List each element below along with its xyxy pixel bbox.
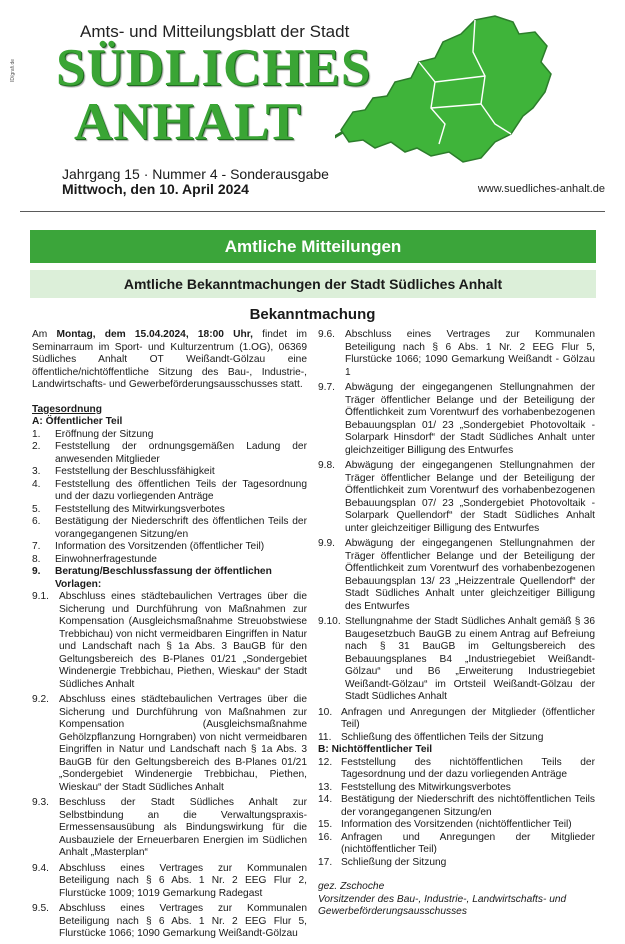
- part-a-list: [32, 429, 307, 567]
- left-column: [32, 329, 307, 944]
- agenda-item: [318, 538, 595, 613]
- signature-name: gez. Zschoche: [318, 881, 385, 892]
- part-b-title: B: Nichtöffentlicher Teil: [318, 744, 433, 755]
- agenda-item: [318, 616, 595, 704]
- agenda-number: 9.1.: [32, 591, 49, 602]
- agenda-item: [318, 782, 595, 795]
- agenda-text: Abschluss eines Vertrages zur Kommunalen Beteiligung nach § 6 Abs. 1 Nr. 2 EEG Flur 5, Flurstücke 1066; 1090 Gemarkung Weißandt - Gölzau 1: [345, 329, 595, 378]
- agenda-number: 3.: [32, 466, 41, 477]
- agenda-text: Schließung der Sitzung: [341, 856, 447, 868]
- intro-rest: findet im Seminarraum im Sport- und Kulturzentrum (1.OG), 06369 Südliches Anhalt OT Weißandt-Gölzau eine öffentliche/nichtöffentliche Sitzung des Bau-, Industrie-, Landwirtschafts- und Gewerbeförderungsausschusses statt.: [32, 329, 307, 390]
- right-column: [318, 329, 595, 919]
- intro-am: Am: [32, 329, 57, 340]
- website-link[interactable]: www.suedliches-anhalt.de: [477, 183, 605, 195]
- agenda-item-9: [32, 566, 307, 591]
- agenda-number: 8.: [32, 553, 41, 565]
- agenda-item: [318, 832, 595, 857]
- agenda-number: 11.: [318, 731, 332, 743]
- agenda-text: Feststellung des Mitwirkungsverbotes: [341, 781, 511, 793]
- agenda-item: [318, 460, 595, 535]
- agenda-number: 17.: [318, 856, 333, 868]
- agenda-item: [32, 466, 307, 479]
- masthead-subtitle: Amts- und Mitteilungsblatt der Stadt: [80, 22, 350, 41]
- section-banner: Amtliche Mitteilungen: [30, 230, 596, 263]
- meeting-date: Montag, dem 15.04.2024, 18:00 Uhr,: [56, 329, 253, 340]
- agenda-item: [32, 797, 307, 860]
- agenda-text: Abwägung der eingegangenen Stellungnahmen der Träger öffentlicher Belange und der Beteiligung der Öffentlichkeit zum Vorentwurf des vorhabenbezogenen Bebauungsplan 07/ 23 „Sondergebiet Photovoltaik - Solarpark Quellendorf“ der Stadt Südliches Anhalt unter gleichzeitiger Billigung des Entwurfes: [345, 460, 595, 534]
- agenda-text: Feststellung der Beschlussfähigkeit: [55, 466, 215, 477]
- agenda-text: Bestätigung der Niederschrift des öffentlichen Teils der vorangegangenen Sitzung/en: [55, 516, 307, 540]
- region-map-icon: [335, 12, 557, 164]
- agenda-text: Anfragen und Anregungen der Mitglieder (nichtöffentlicher Teil): [341, 831, 595, 855]
- agenda-number: 4.: [32, 478, 41, 490]
- agenda-item: [318, 382, 595, 457]
- agenda-title: Tagesordnung: [32, 403, 102, 415]
- agenda-text: Feststellung des öffentlichen Teils der Tagesordnung und der dazu vorliegenden Anträge: [55, 478, 307, 502]
- issue-line: Jahrgang 15 · Nummer 4 - Sonderausgabe: [62, 166, 329, 182]
- agenda-item: [318, 732, 595, 745]
- masthead-title-line2: ANHALT: [74, 93, 302, 151]
- agenda-number: 15.: [318, 819, 333, 830]
- agenda-item: [32, 541, 307, 554]
- agenda-number: 9.8.: [318, 460, 335, 471]
- agenda-item: [318, 857, 595, 870]
- agenda-text: Bestätigung der Niederschrift des nichtöffentlichen Teils der vorangegangenen Sitzung/en: [341, 794, 595, 818]
- agenda-item: [32, 554, 307, 567]
- agenda-text: Information des Vorsitzenden (öffentlicher Teil): [55, 541, 265, 552]
- agenda-item: [32, 479, 307, 504]
- agenda-text: Abschluss eines städtebaulichen Vertrages über die Sicherung und Durchführung von Maßnahmen zur Kompensation (Ausgleichsmaßnahme Streuobstwiese Trebbichau) von nicht vermeidbaren Eingriffen in Natur und Landschaft nach § 1a Abs. 3 BauGB für den Geltungsbereich des B-Planes 01/21 „Sondergebiet Windenergie Trebbichau, Piethen, Wieskau“ der Stadt Südliches Anhalt: [59, 591, 307, 690]
- issue-date: Mittwoch, den 10. April 2024: [62, 181, 249, 197]
- agenda-item: [32, 591, 307, 691]
- agenda-text: Feststellung des Mitwirkungsverbotes: [55, 503, 225, 515]
- agenda-text: Beschluss der Stadt Südliches Anhalt zur Selbstbindung an die Verwaltungspraxis- Ermessensausübung als Bindungswirkung für die Ausbauziele der Erneuerbaren Energien im Südlichen Anhalt „Masterplan“: [59, 797, 307, 858]
- agenda-text: Einwohnerfragestunde: [55, 553, 157, 565]
- agenda-text: Eröffnung der Sitzung: [55, 428, 154, 440]
- notice-heading: Bekanntmachung: [249, 306, 376, 323]
- side-code: ID/grafi.de: [10, 58, 16, 82]
- agenda-item: [32, 504, 307, 517]
- agenda-item: [32, 863, 307, 901]
- part-b-list: [318, 757, 595, 870]
- agenda-number: 9.10.: [318, 616, 341, 627]
- agenda-number: 5.: [32, 503, 41, 515]
- agenda-number: 13.: [318, 781, 333, 793]
- agenda-number: 9.9.: [318, 538, 335, 549]
- agenda-item: [32, 429, 307, 442]
- agenda-item: [318, 329, 595, 379]
- agenda-item: [32, 694, 307, 794]
- agenda-item: [318, 819, 595, 832]
- agenda-item: [318, 707, 595, 732]
- agenda-text: Schließung des öffentlichen Teils der Sitzung: [341, 731, 544, 743]
- signature: [318, 881, 595, 919]
- agenda-text: Anfragen und Anregungen der Mitglieder (öffentlicher Teil): [341, 706, 595, 730]
- sub-right-list: [318, 329, 595, 707]
- agenda-item: [318, 757, 595, 782]
- part-a-end-list: [318, 707, 595, 745]
- agenda-item: [32, 903, 307, 941]
- agenda-number: 7.: [32, 541, 41, 552]
- agenda-number: 9.3.: [32, 797, 49, 808]
- agenda-text: Information des Vorsitzenden (nichtöffentlicher Teil): [341, 819, 572, 830]
- agenda-number: 2.: [32, 441, 41, 452]
- agenda-item: [32, 441, 307, 466]
- agenda-text: Abschluss eines städtebaulichen Vertrages über die Sicherung und Durchführung von Maßnahmen zur Kompensation (Ausgleichsmaßnahme Gehölzpflanzung Horngraben) von nicht vermeidbaren Eingriffen in Natur und Landschaft nach § 1a Abs. 3 BauGB für den Geltungsbereich des B-Planes 01/21 „Sondergebiet Windenergie Trebbichau, Piethen, Wieskau“ der Stadt Südliches Anhalt: [59, 694, 307, 793]
- agenda-number: 9.: [32, 566, 41, 577]
- agenda-number: 9.7.: [318, 382, 335, 393]
- agenda-number: 9.6.: [318, 329, 335, 340]
- masthead-title-line1: SÜDLICHES: [56, 39, 372, 97]
- agenda-text: Abschluss eines Vertrages zur Kommunalen Beteiligung nach § 6 Abs. 1 Nr. 2 EEG Flur 5, Flurstücke 1066; 1090 Gemarkung Weißandt-Gölzau: [59, 903, 307, 939]
- masthead-divider: [20, 211, 605, 212]
- agenda-item: [318, 794, 595, 819]
- agenda-text: Abwägung der eingegangenen Stellungnahmen der Träger öffentlicher Belange und der Beteiligung der Öffentlichkeit zum Vorentwurf des vorhabenbezogenen Bebauungsplan 01/ 23 „Sondergebiet Photovoltaik - Solarpark Hinsdorf“ der Stadt Südliches Anhalt unter gleichzeitiger Billigung des Entwurfes: [345, 382, 595, 456]
- sub-left-list: [32, 591, 307, 944]
- agenda-number: 9.2.: [32, 694, 49, 705]
- part-a-title: A: Öffentlicher Teil: [32, 416, 123, 427]
- agenda-number: 1.: [32, 428, 41, 440]
- agenda-text: Beratung/Beschlussfassung der öffentlichen Vorlagen:: [55, 566, 272, 590]
- agenda-number: 12.: [318, 756, 333, 768]
- subsection-banner: Amtliche Bekanntmachungen der Stadt Südliches Anhalt: [30, 270, 596, 298]
- agenda-text: Stellungnahme der Stadt Südliches Anhalt gemäß § 36 Baugesetzbuch BauGB zu einem Antrag auf Befreiung nach § 31 BauGB im Geltungsbereich des Bebauungsplanes B4 „Industriegebiet Weißandt-Gölzau“ und B6 „Erweiterung Industriegebiet Weißandt-Gölzau“ im Ortsteil Weißandt-Gölzau der Stadt Südliches Anhalt: [345, 616, 595, 702]
- agenda-text: Abwägung der eingegangenen Stellungnahmen der Träger öffentlicher Belange und der Beteiligung der Öffentlichkeit zum Vorentwurf des vorhabenbezogenen Bebauungsplan 13/ 23 „Heizzentrale Quellendorf“ der Stadt Südliches Anhalt unter gleichzeitiger Billigung des Entwurfes: [345, 538, 595, 612]
- agenda-number: 9.5.: [32, 903, 49, 914]
- agenda-number: 6.: [32, 516, 41, 527]
- agenda-number: 14.: [318, 794, 333, 805]
- agenda-text: Abschluss eines Vertrages zur Kommunalen Beteiligung nach § 6 Abs. 1 Nr. 2 EEG Flur 2, Flurstücke 1009; 1019 Gemarkung Radegast: [59, 862, 307, 899]
- signature-role: Vorsitzender des Bau-, Industrie-, Landwirtschafts- und Gewerbeförderungsausschusses: [318, 893, 567, 917]
- intro-paragraph: [32, 329, 307, 392]
- agenda-number: 10.: [318, 706, 333, 718]
- agenda-text: Feststellung des nichtöffentlichen Teils der Tagesordnung und der dazu vorliegenden Anträge: [341, 756, 595, 780]
- agenda-item: [32, 516, 307, 541]
- agenda-number: 16.: [318, 831, 333, 843]
- agenda-number: 9.4.: [32, 862, 49, 874]
- agenda-text: Feststellung der ordnungsgemäßen Ladung der anwesenden Mitglieder: [55, 441, 307, 465]
